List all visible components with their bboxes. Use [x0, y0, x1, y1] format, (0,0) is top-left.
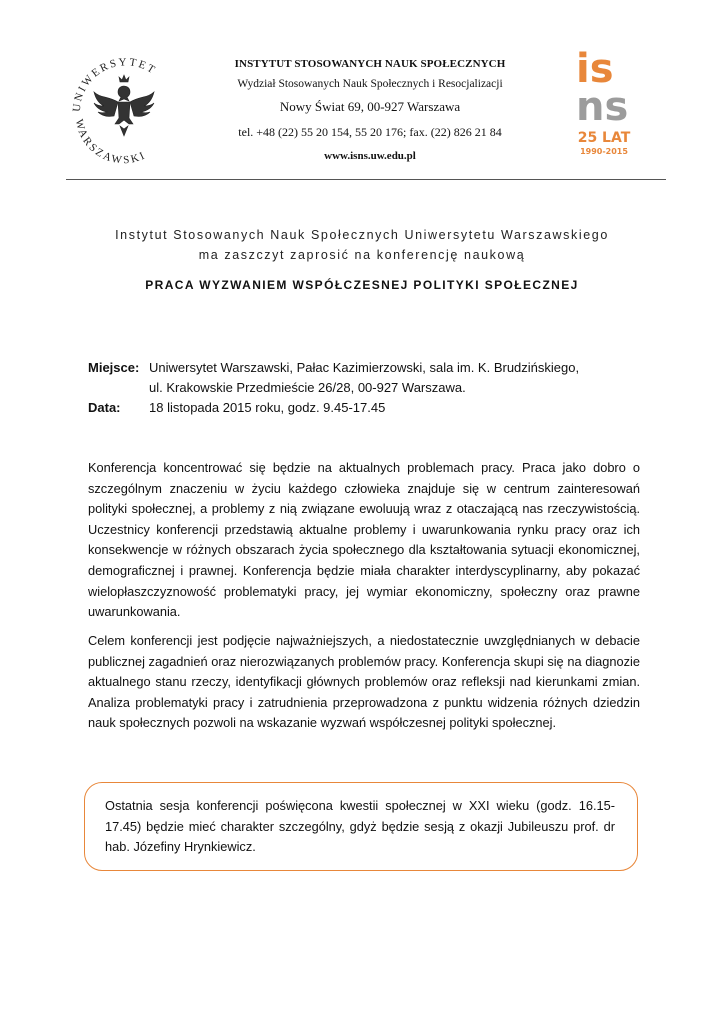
seal-top-text: UNIWERSYTET [70, 56, 159, 113]
faculty-name: Wydział Stosowanych Nauk Społecznych i Resocjalizacji [237, 78, 503, 90]
isns-anniversary-logo [566, 44, 642, 164]
place-line-1: Uniwersytet Warszawski, Pałac Kazimierzowski, sala im. K. Brudzińskiego, [149, 360, 580, 375]
logo-years: 1990-2015 [580, 147, 628, 156]
event-details [88, 358, 579, 418]
institute-name: INSTYTUT STOSOWANYCH NAUK SPOŁECZNYCH [234, 58, 506, 70]
university-seal-logo [66, 46, 182, 170]
header-divider [66, 179, 666, 180]
seal-bottom-text: WARSZAWSKI [72, 118, 149, 167]
logo-anniversary: 25 LAT [577, 130, 631, 146]
jubilee-session-note: Ostatnia sesja konferencji poświęcona kwestii społecznej w XXI wieku (godz. 16.15-17.45) będzie mieć charakter szczególny, gdyż będzie sesją z okazji Jubileuszu prof. dr hab. Józefiny Hrynkiewicz. [84, 782, 638, 871]
place-label: Miejsce: [88, 360, 140, 375]
institute-website: www.isns.uw.edu.pl [324, 150, 416, 162]
invitation-line-2: ma zaszczyt zaprosić na konferencję naukową [198, 248, 526, 262]
svg-text:WARSZAWSKI [73, 118, 148, 166]
date-label: Data: [88, 400, 121, 415]
place-line-2: ul. Krakowskie Przedmieście 26/28, 00-927 Warszawa. [149, 380, 466, 395]
institute-address: Nowy Świat 69, 00-927 Warszawa [279, 99, 461, 114]
letterhead [200, 58, 540, 162]
logo-letters-bottom: ns [576, 84, 629, 130]
eagle-icon [94, 75, 154, 136]
conference-title: PRACA WYZWANIEM WSPÓŁCZESNEJ POLITYKI SPOŁECZNEJ [145, 278, 579, 292]
paragraph-conference-focus: Konferencja koncentrować się będzie na aktualnych problemach pracy. Praca jako dobro o szczególnym znaczeniu w życiu każdego człowieka znajduje się w centrum zainteresowań polityki społecznej, a problemy z nią związane ewoluują wraz z otaczającą nas rzeczywistością. Uczestnicy konferencji przedstawią aktualne problemy i uwarunkowania rynku pracy oraz ich konsekwencje w różnych obszarach życia społecznego dla kształtowania sytuacji ekonomicznej, demograficznej i prawnej. Konferencja będzie miała charakter interdyscyplinarny, aby pokazać wielopłaszczyznowość problematyki pracy, jej wymiar ekonomiczny, społeczny oraz prawne uwarunkowania. [88, 460, 640, 620]
date-value: 18 listopada 2015 roku, godz. 9.45-17.45 [149, 400, 386, 415]
contact-phone-fax: tel. +48 (22) 55 20 154, 55 20 176; fax. (22) 826 21 84 [238, 125, 502, 139]
logo-letters-top: is [576, 46, 614, 92]
paragraph-conference-goal: Celem konferencji jest podjęcie najważniejszych, a niedostatecznie uwzględnianych w debacie publicznej zagadnień oraz nierozwiązanych problemów pracy. Konferencja skupi się na diagnozie aktualnego stanu rzeczy, identyfikacji głównych problemów oraz refleksji nad kierunkami zmian. Analiza problematyki pracy i zatrudnienia przeprowadzona z punktu widzenia różnych dziedzin nauk społecznych pozwoli na wskazanie wyzwań współczesnej polityki społecznej. [88, 633, 640, 731]
invitation-line-1: Instytut Stosowanych Nauk Społecznych Uniwersytetu Warszawskiego [115, 228, 609, 242]
